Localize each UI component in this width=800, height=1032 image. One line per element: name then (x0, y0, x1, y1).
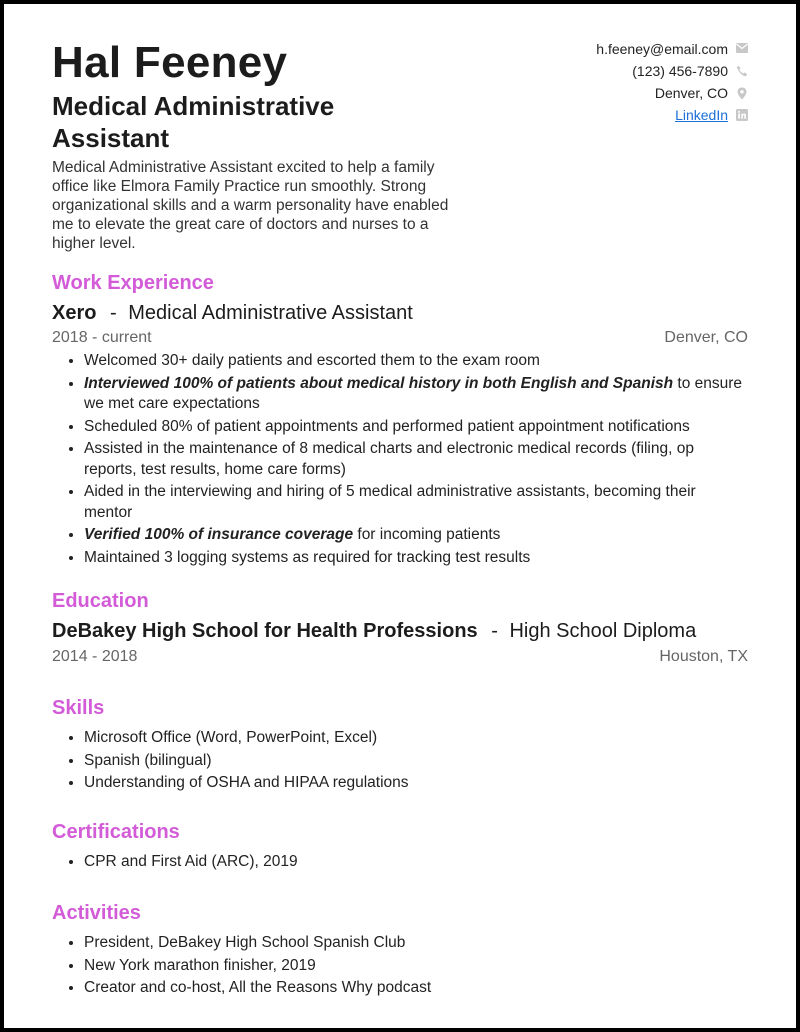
list-item: • CPR and First Aid (ARC), 2019 (84, 851, 744, 873)
summary-paragraph: Medical Administrative Assistant excited to help a family office like Elmora Family Practice run smoothly. Strong organizational skills and a warm personality have enabled me to elevate the great care of doctors and nurses to a higher level. (52, 159, 449, 252)
job-dates: 2018 - current (52, 329, 152, 346)
list-item: • Understanding of OSHA and HIPAA regulations (84, 772, 744, 794)
contact-location (596, 82, 748, 104)
list-item: • Welcomed 30+ daily patients and escorted them to the exam room (84, 350, 744, 372)
candidate-name: Hal Feeney (52, 38, 288, 87)
list-item: • Interviewed 100% of patients about medical history in both English and Spanish to ensure we met care expectations (84, 373, 744, 415)
location-pin-icon (736, 87, 748, 99)
education-separator: - (491, 620, 498, 642)
list-item: • President, DeBakey High School Spanish Club (84, 932, 744, 954)
envelope-icon (736, 43, 748, 55)
resume-page (4, 4, 796, 1028)
list-item: • Assisted in the maintenance of 8 medical charts and electronic medical records (filing, op reports, test results, home care forms) (84, 438, 744, 480)
job-title: Medical Administrative Assistant (128, 302, 413, 324)
education-location: Houston, TX (659, 648, 748, 665)
education-dates: 2014 - 2018 (52, 648, 138, 665)
education-heading (52, 620, 696, 643)
job-company: Xero (52, 302, 97, 324)
contact-block (596, 38, 748, 126)
list-item: • Spanish (bilingual) (84, 750, 744, 772)
email-text[interactable]: h.feeney@email.com (596, 41, 728, 57)
certifications-list (52, 851, 744, 874)
list-item: • Aided in the interviewing and hiring of 5 medical administrative assistants, becoming their mentor (84, 481, 744, 523)
job-meta (52, 329, 748, 347)
job-heading (52, 302, 413, 325)
linkedin-link[interactable]: LinkedIn (675, 107, 728, 123)
list-item: • New York marathon finisher, 2019 (84, 955, 744, 977)
contact-phone[interactable] (596, 60, 748, 82)
activities-list (52, 932, 744, 1000)
candidate-role: Medical Administrative Assistant (52, 91, 335, 153)
list-item: • Microsoft Office (Word, PowerPoint, Excel) (84, 727, 744, 749)
list-item: • Maintained 3 logging systems as required for tracking test results (84, 547, 744, 569)
job-separator: - (110, 302, 117, 324)
list-item: • Scheduled 80% of patient appointments and performed patient appointment notifications (84, 416, 744, 438)
skills-list (52, 727, 744, 795)
contact-email[interactable] (596, 38, 748, 60)
contact-linkedin[interactable] (596, 104, 748, 126)
education-meta (52, 648, 748, 666)
section-title-skills: Skills (52, 697, 105, 719)
linkedin-icon[interactable] (736, 109, 748, 121)
job-bullets (52, 350, 744, 569)
location-text: Denver, CO (654, 85, 728, 101)
phone-icon (736, 65, 748, 77)
phone-text[interactable]: (123) 456-7890 (632, 63, 728, 79)
school-name: DeBakey High School for Health Professions (52, 620, 478, 642)
section-title-certifications: Certifications (52, 821, 180, 843)
job-location: Denver, CO (664, 329, 748, 346)
section-title-education: Education (52, 590, 149, 612)
list-item: • Creator and co-host, All the Reasons Why podcast (84, 977, 744, 999)
degree-name: High School Diploma (509, 620, 697, 642)
list-item: • Verified 100% of insurance coverage for incoming patients (84, 524, 744, 546)
section-title-work: Work Experience (52, 272, 214, 294)
section-title-activities: Activities (52, 902, 141, 924)
